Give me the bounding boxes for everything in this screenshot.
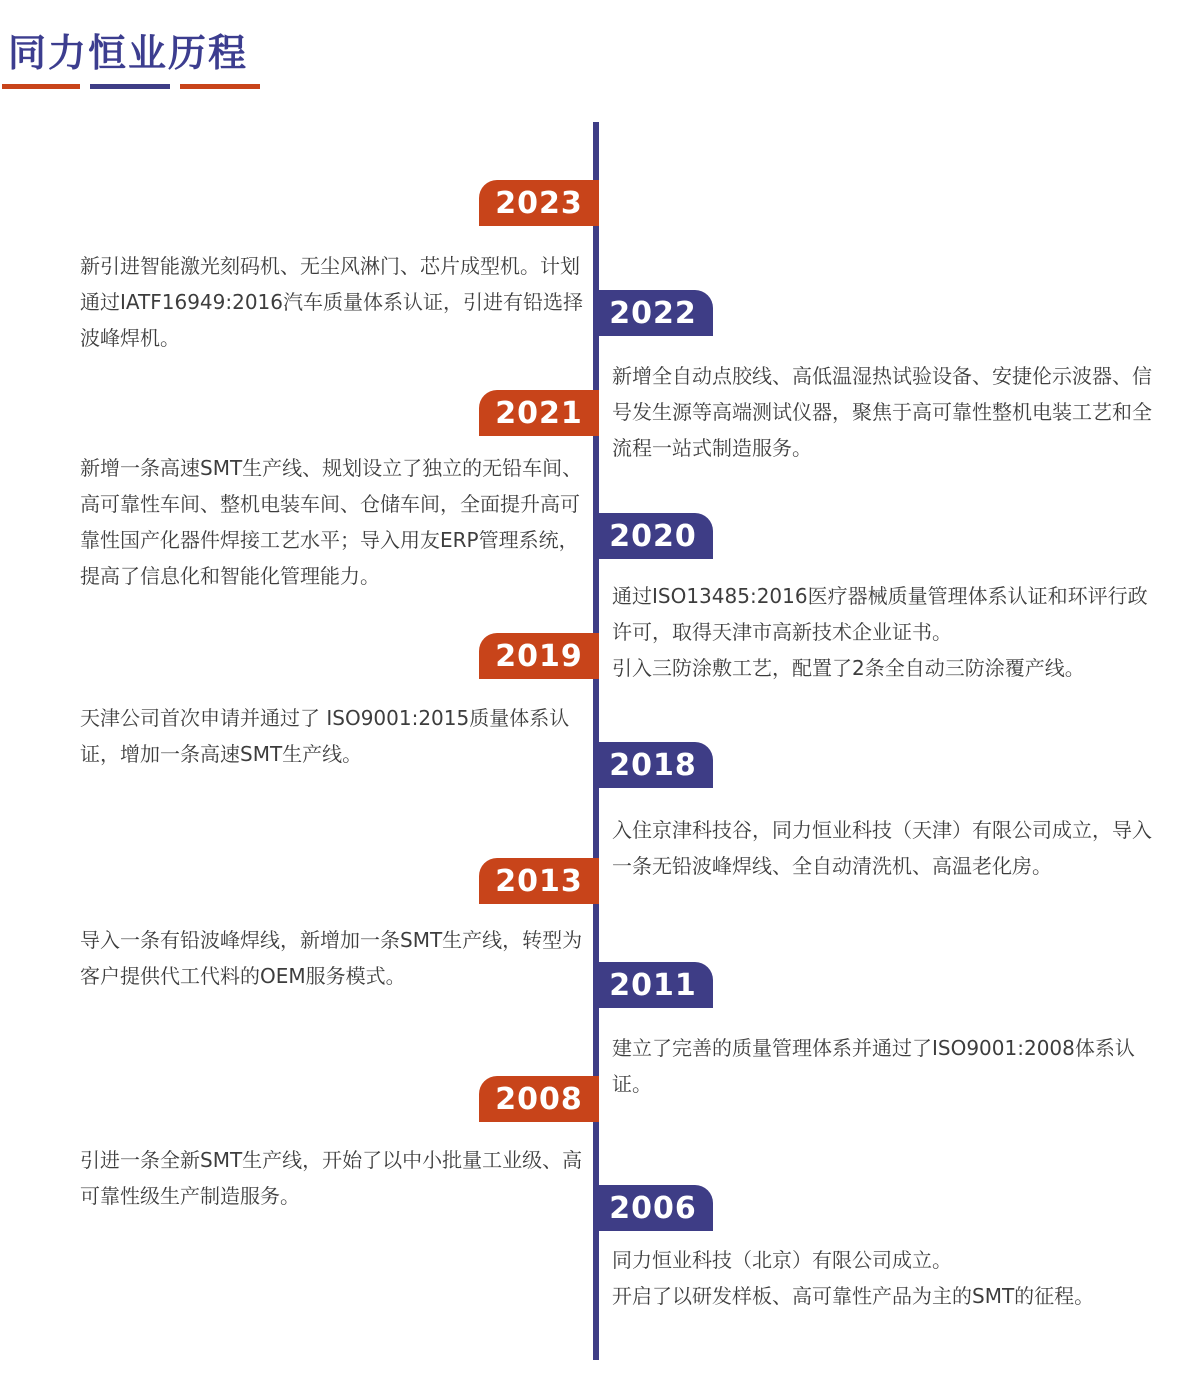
- event-text-line: 通过ISO13485:2016医疗器械质量管理体系认证和环评行政许可，取得天津市高新技术企业证书。: [612, 584, 1148, 644]
- year-badge-2020: 2020: [593, 513, 713, 559]
- year-badge-2013: 2013: [479, 858, 599, 904]
- event-text-line: 引入三防涂敷工艺，配置了2条全自动三防涂覆产线。: [612, 656, 1085, 680]
- title-underline-segment-2: [90, 84, 170, 89]
- event-description-2013: [80, 922, 592, 994]
- year-badge-2019: 2019: [479, 633, 599, 679]
- event-description-2023: [80, 248, 592, 356]
- event-description-2021: [80, 450, 592, 594]
- year-badge-2011: 2011: [593, 962, 713, 1008]
- year-badge-2006: 2006: [593, 1185, 713, 1231]
- year-badge-2023: 2023: [479, 180, 599, 226]
- event-description-2022: [612, 358, 1160, 466]
- year-badge-2021: 2021: [479, 390, 599, 436]
- event-description-2019: [80, 700, 592, 772]
- event-description-2020: [612, 578, 1160, 686]
- event-text-line: 天津公司首次申请并通过了 ISO9001:2015质量体系认证，增加一条高速SMT生产线。: [80, 706, 570, 766]
- title-underline-segment-1: [2, 84, 80, 89]
- event-description-2011: [612, 1030, 1160, 1102]
- event-text-line: 建立了完善的质量管理体系并通过了ISO9001:2008体系认证。: [612, 1036, 1135, 1096]
- event-text-line: 新增全自动点胶线、高低温湿热试验设备、安捷伦示波器、信号发生源等高端测试仪器，聚焦于高可靠性整机电装工艺和全流程一站式制造服务。: [612, 364, 1152, 460]
- event-text-line: 同力恒业科技（北京）有限公司成立。: [612, 1248, 952, 1272]
- year-badge-2018: 2018: [593, 742, 713, 788]
- event-text-line: 新引进智能激光刻码机、无尘风淋门、芯片成型机。计划通过IATF16949:2016汽车质量体系认证，引进有铅选择波峰焊机。: [80, 254, 584, 350]
- year-badge-2008: 2008: [479, 1076, 599, 1122]
- event-description-2018: [612, 812, 1160, 884]
- event-text-line: 导入一条有铅波峰焊线，新增加一条SMT生产线，转型为客户提供代工代料的OEM服务模式。: [80, 928, 583, 988]
- event-description-2006: [612, 1242, 1160, 1314]
- event-text-line: 新增一条高速SMT生产线、规划设立了独立的无铅车间、高可靠性车间、整机电装车间、仓储车间，全面提升高可靠性国产化器件焊接工艺水平；导入用友ERP管理系统，提高了信息化和智能化管理能力。: [80, 456, 583, 588]
- year-badge-2022: 2022: [593, 290, 713, 336]
- page-title: 同力恒业历程: [8, 31, 249, 75]
- title-underline-segment-3: [180, 84, 260, 89]
- event-text-line: 开启了以研发样板、高可靠性产品为主的SMT的征程。: [612, 1284, 1095, 1308]
- event-description-2008: [80, 1142, 592, 1214]
- event-text-line: 引进一条全新SMT生产线，开始了以中小批量工业级、高可靠性级生产制造服务。: [80, 1148, 583, 1208]
- event-text-line: 入住京津科技谷，同力恒业科技（天津）有限公司成立，导入一条无铅波峰焊线、全自动清洗机、高温老化房。: [612, 818, 1152, 878]
